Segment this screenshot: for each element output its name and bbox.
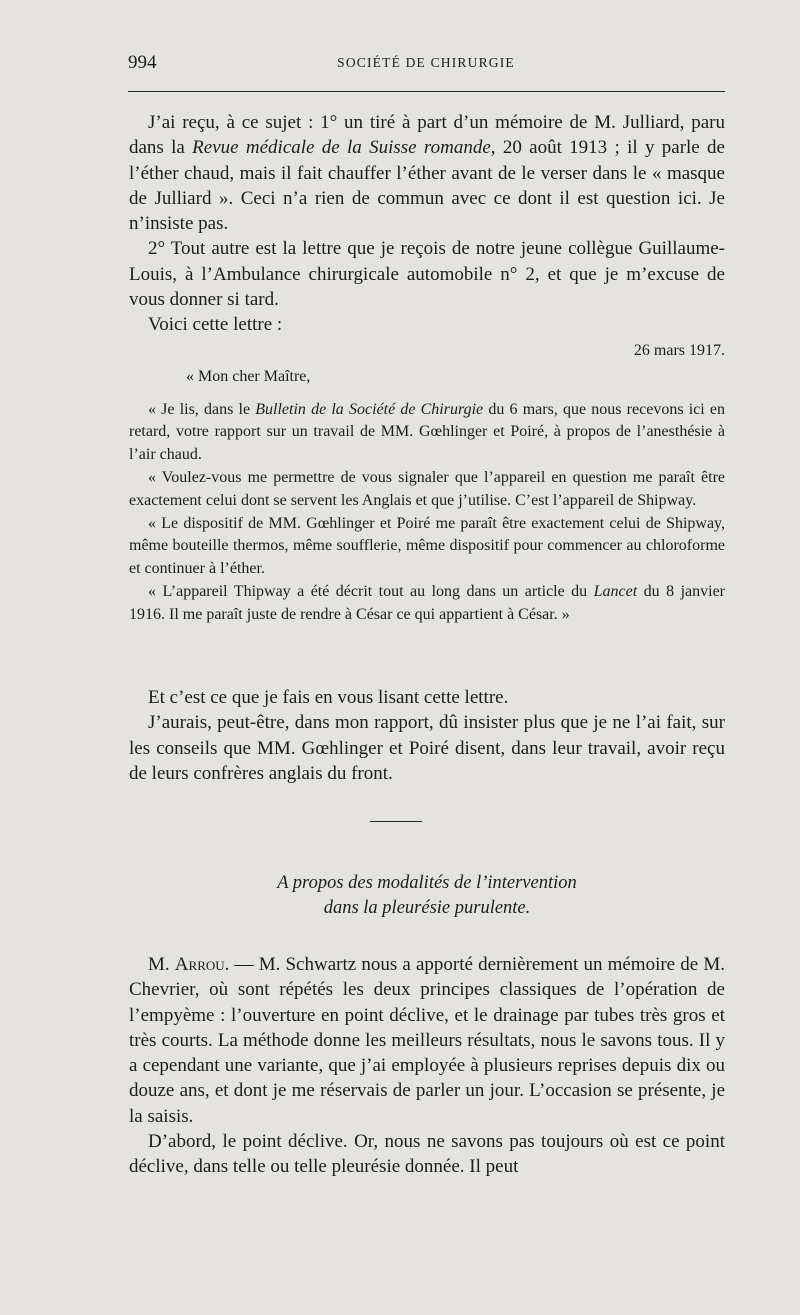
text-run: « L’appareil Thipway a été décrit tout au long dans un article du xyxy=(148,582,594,600)
section-divider xyxy=(370,821,422,822)
body-block xyxy=(129,952,725,1180)
body-paragraph-2: D’abord, le point déclive. Or, nous ne savons pas toujours où est ce point déclive, dans telle ou telle pleurésie donnée. Il peut xyxy=(129,1131,725,1178)
letter-paragraph-2: « Voulez-vous me permettre de vous signaler que l’appareil en question me paraît être exactement celui dont se servent les Anglais et que j’utilise. C’est l’appareil de Shipway. xyxy=(129,468,725,509)
page-number: 994 xyxy=(128,52,157,73)
quoted-letter xyxy=(129,340,725,627)
intro-paragraph-2: 2° Tout autre est la lettre que je reçois de notre jeune collègue Guillaume-Louis, à l’Ambulance chirurgicale automobile n° 2, et que je m’excuse de vous donner si tard. xyxy=(129,238,725,311)
text-run: M. xyxy=(148,954,175,975)
intro-paragraph-1 xyxy=(129,110,725,236)
closing-block xyxy=(129,685,725,786)
section-title xyxy=(129,871,725,921)
journal-title: Lancet xyxy=(593,582,638,600)
text-run: J’ai reçu, à ce sujet : 1° un tiré à part d’un mémoire de M. Julliard, paru dans la xyxy=(129,112,725,159)
text-run: « Je lis, dans le xyxy=(148,400,256,418)
page-header xyxy=(128,52,724,76)
speaker-name: Arrou xyxy=(174,954,225,975)
letter-paragraph-4 xyxy=(129,581,725,627)
header-rule xyxy=(128,91,725,92)
section-title-line-2: dans la pleurésie purulente. xyxy=(323,898,531,918)
text-run: du 6 mars, que nous recevons ici en retard, votre rapport sur un travail de MM. Gœhlinger et Poiré, à propos de l’anesthésie à l’air chaud. xyxy=(129,400,725,464)
intro-block xyxy=(129,110,725,338)
closing-paragraph-2: J’aurais, peut-être, dans mon rapport, dû insister plus que je ne l’ai fait, sur les conseils que MM. Gœhlinger et Poiré disent, dans leur travail, avoir reçu de leurs confrères anglais du front. xyxy=(129,712,725,784)
intro-paragraph-3: Voici cette lettre : xyxy=(148,314,283,336)
text-run: . — M. Schwartz nous a apporté dernièrement un mémoire de M. Chevrier, où sont répétés les deux principes classiques de l’opération de l’empyème : l’ouverture en point déclive, et le drainage par tubes très gros et très courts. La méthode donne les meilleurs résultats, nous le savons tous. Il y a cependant une variante, que j’ai employée à plusieurs reprises depuis dix ou douze ans, et dont je me réservais de parler un jour. L’occasion se présente, je la saisis. xyxy=(129,954,725,1127)
letter-date: 26 mars 1917. xyxy=(633,342,725,359)
closing-paragraph-1: Et c’est ce que je fais en vous lisant cette lettre. xyxy=(148,687,509,708)
section-title-line-1: A propos des modalités de l’intervention xyxy=(277,873,577,893)
journal-title: Bulletin de la Société de Chirurgie xyxy=(255,400,484,418)
letter-salutation: « Mon cher Maître, xyxy=(186,367,311,385)
letter-paragraph-1 xyxy=(129,399,725,467)
letter-paragraph-3: « Le dispositif de MM. Gœhlinger et Poiré me paraît être exactement celui de Shipway, même bouteille thermos, même soufflerie, même dispositif pour commencer au chloroforme et continuer à l’éther. xyxy=(129,514,725,578)
running-title: SOCIÉTÉ DE CHIRURGIE xyxy=(337,55,515,70)
journal-title: Revue médicale de la Suisse romande xyxy=(192,137,491,159)
text-run: , 20 août 1913 ; il y parle de l’éther chaud, mais il fait chauffer l’éther avant de le verser dans le « masque de Julliard ». Ceci n’a rien de commun avec ce dont il est question ici. Je n’insiste pas. xyxy=(129,137,725,235)
text-run: du 8 janvier 1916. Il me paraît juste de rendre à César ce qui appartient à César. » xyxy=(129,582,725,623)
body-paragraph-1 xyxy=(129,952,725,1129)
